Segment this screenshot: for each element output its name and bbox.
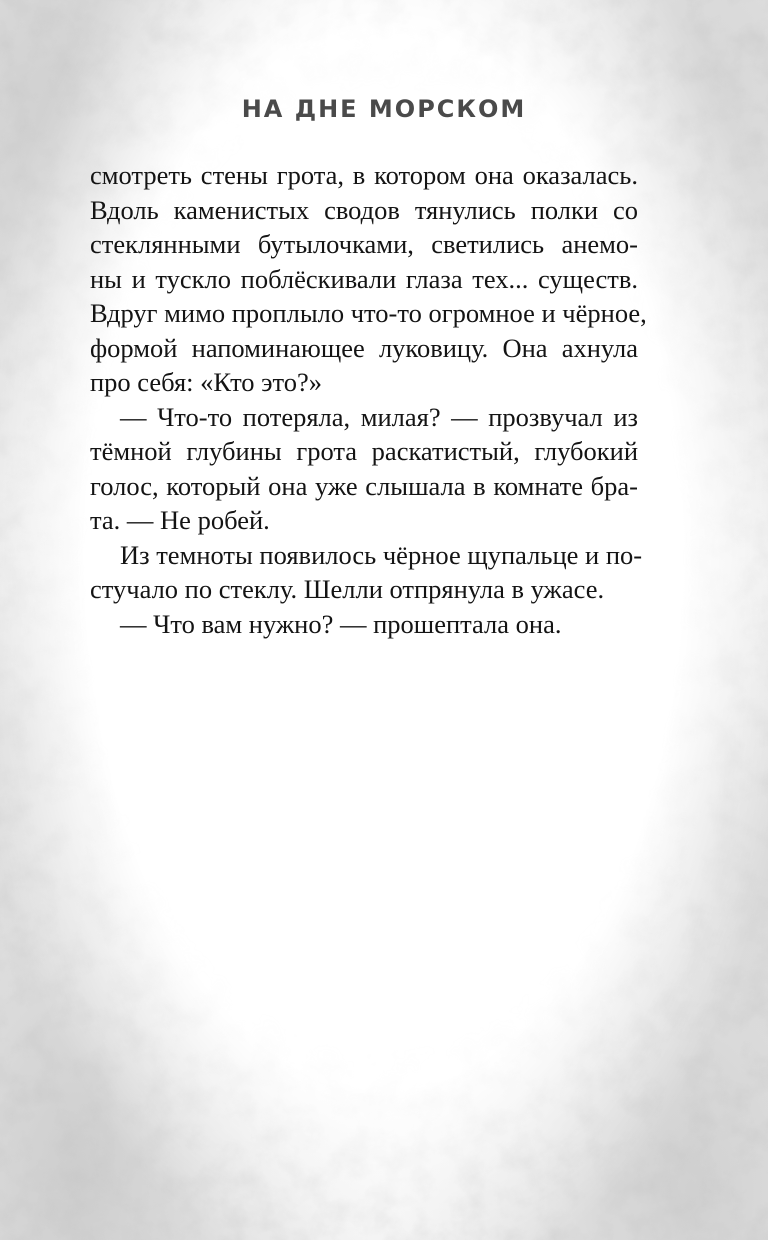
text-line: — Что вам нужно? — прошептала она.: [120, 608, 562, 639]
text-line: смотреть стены грота, в котором она оказалась.: [90, 160, 638, 190]
text-line: Вдруг мимо проплыло что-то огромное и чёрное,: [90, 298, 647, 328]
text-line: ны и тускло поблёскивали глаза тех... существ.: [90, 263, 638, 294]
running-header: НА ДНЕ МОРСКОМ: [241, 95, 527, 123]
text-line: тёмной глубины грота раскатистый, глубокий: [90, 436, 638, 466]
text-line: формой напоминающее луковицу. Она ахнула: [90, 332, 638, 363]
text-line: про себя: «Кто это?»: [90, 367, 323, 397]
text-line: Вдоль каменистых сводов тянулись полки со: [90, 194, 638, 225]
text-line: — Что-то потеряла, милая? — прозвучал из: [120, 401, 638, 432]
text-line: стеклянными бутылочками, светились анемо-: [90, 229, 638, 259]
text-line: голос, который она уже слышала в комнате бра-: [90, 470, 638, 501]
body-text: [90, 158, 647, 641]
text-line: Из темноты появилось чёрное щупальце и по-: [120, 539, 643, 570]
text-line: стучало по стеклу. Шелли отпрянула в ужасе.: [90, 574, 605, 604]
text-line: та. — Не робей.: [90, 505, 270, 535]
